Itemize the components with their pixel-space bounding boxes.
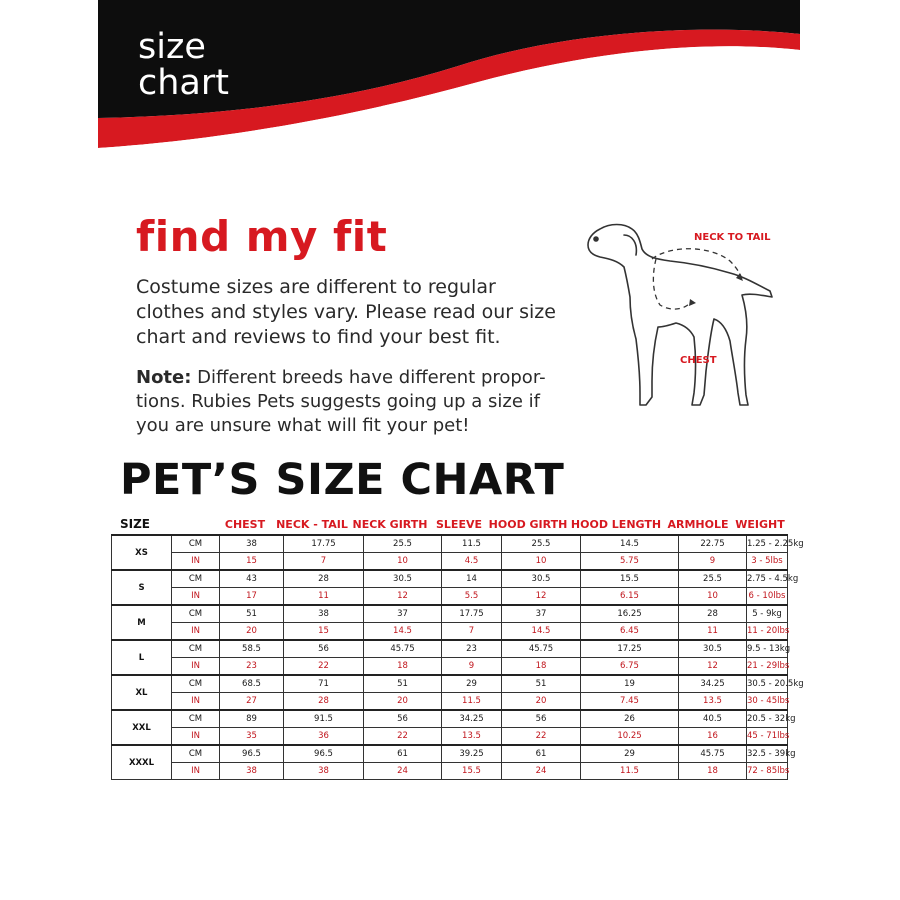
measurement-cell: 56 — [364, 710, 442, 728]
measurement-cell: 23 — [442, 640, 502, 658]
chest-label: CHEST — [680, 355, 717, 366]
size-row-cm — [112, 605, 788, 623]
measurement-cell: 29 — [442, 675, 502, 693]
size-row-cm — [112, 710, 788, 728]
measurement-cell: 45.75 — [364, 640, 442, 658]
size-label-cell: L — [112, 640, 172, 675]
measurement-cell: 18 — [502, 658, 581, 676]
banner-title-line-2: chart — [138, 63, 229, 103]
measurement-cell: 9.5 - 13kg — [747, 640, 788, 658]
measurement-cell: 9 — [679, 553, 747, 571]
measurement-cell: 11 — [679, 623, 747, 641]
measurement-cell: 51 — [364, 675, 442, 693]
measurement-cell: 15.5 — [581, 570, 679, 588]
measurement-cell: 20 — [364, 693, 442, 711]
measurement-cell: 18 — [364, 658, 442, 676]
measurement-cell: 30.5 — [502, 570, 581, 588]
measurement-cell: 35 — [220, 728, 284, 746]
header-banner — [98, 0, 800, 160]
measurement-cell: 14.5 — [502, 623, 581, 641]
unit-cell: CM — [172, 570, 220, 588]
measurement-cell: 26 — [581, 710, 679, 728]
measurement-cell: 28 — [284, 693, 364, 711]
size-chart-title: PET’S SIZE CHART — [120, 455, 565, 505]
neck-to-tail-label: NECK TO TAIL — [694, 232, 771, 243]
measurement-cell: 38 — [220, 763, 284, 780]
measurement-cell: 56 — [284, 640, 364, 658]
dog-outline-icon — [580, 215, 785, 415]
measurement-cell: 14.5 — [581, 535, 679, 553]
measurement-cell: 7.45 — [581, 693, 679, 711]
measurement-cell: 71 — [284, 675, 364, 693]
unit-cell: CM — [172, 745, 220, 763]
measurement-cell: 36 — [284, 728, 364, 746]
measurement-cell: 56 — [502, 710, 581, 728]
measurement-cell: 45.75 — [502, 640, 581, 658]
intro-line: Costume sizes are different to regular — [136, 276, 496, 298]
measurement-cell: 5.5 — [442, 588, 502, 606]
measurement-cell: 11 — [284, 588, 364, 606]
measurement-cell: 18 — [679, 763, 747, 780]
unit-cell: IN — [172, 658, 220, 676]
note-line: tions. Rubies Pets suggests going up a size if — [136, 391, 540, 412]
measurement-cell: 19 — [581, 675, 679, 693]
column-header-hood-length: HOOD LENGTH — [570, 518, 662, 531]
unit-cell: IN — [172, 553, 220, 571]
measurement-cell: 14 — [442, 570, 502, 588]
size-table-body — [112, 535, 804, 780]
measurement-cell: 20 — [220, 623, 284, 641]
measurement-cell: 27 — [220, 693, 284, 711]
unit-cell: CM — [172, 640, 220, 658]
measurement-cell: 51 — [502, 675, 581, 693]
measurement-cell: 22.75 — [679, 535, 747, 553]
measurement-cell: 72 - 85lbs — [747, 763, 788, 780]
size-row-in — [112, 693, 788, 711]
measurement-cell: 25.5 — [502, 535, 581, 553]
measurement-cell: 7 — [442, 623, 502, 641]
size-label-cell: XXXL — [112, 745, 172, 780]
size-row-in — [112, 588, 788, 606]
measurement-cell: 22 — [284, 658, 364, 676]
size-column-header: SIZE — [120, 517, 151, 531]
dog-measurement-diagram — [580, 215, 785, 415]
measurement-cell: 11.5 — [581, 763, 679, 780]
unit-cell: IN — [172, 623, 220, 641]
measurement-cell: 10 — [679, 588, 747, 606]
size-label-cell: S — [112, 570, 172, 605]
measurement-cell: 3 - 5lbs — [747, 553, 788, 571]
measurement-cell: 58.5 — [220, 640, 284, 658]
measurement-cell: 20 — [502, 693, 581, 711]
column-header-sleeve: SLEEVE — [436, 518, 482, 531]
measurement-cell: 10 — [502, 553, 581, 571]
column-header-armhole: ARMHOLE — [667, 518, 729, 531]
size-chart-sheet — [98, 0, 804, 900]
measurement-cell: 38 — [284, 763, 364, 780]
unit-cell: CM — [172, 605, 220, 623]
measurement-cell: 24 — [502, 763, 581, 780]
measurement-cell: 1.25 - 2.25kg — [747, 535, 788, 553]
column-header-neck-tail: NECK - TAIL — [276, 518, 348, 531]
size-chart-table — [111, 534, 804, 780]
measurement-cell: 43 — [220, 570, 284, 588]
measurement-cell: 61 — [502, 745, 581, 763]
measurement-cell: 22 — [364, 728, 442, 746]
measurement-cell: 17.75 — [442, 605, 502, 623]
measurement-cell: 12 — [364, 588, 442, 606]
measurement-cell: 20.5 - 32kg — [747, 710, 788, 728]
measurement-cell: 22 — [502, 728, 581, 746]
column-header-chest: CHEST — [224, 518, 266, 531]
measurement-cell: 23 — [220, 658, 284, 676]
size-row-in — [112, 658, 788, 676]
size-label-cell: XS — [112, 535, 172, 570]
size-row-in — [112, 728, 788, 746]
unit-cell: IN — [172, 763, 220, 780]
unit-cell: CM — [172, 710, 220, 728]
measurement-cell: 13.5 — [679, 693, 747, 711]
measurement-cell: 15 — [284, 623, 364, 641]
measurement-cell: 6.45 — [581, 623, 679, 641]
measurement-cell: 12 — [502, 588, 581, 606]
measurement-cell: 16.25 — [581, 605, 679, 623]
note-paragraph — [136, 366, 596, 438]
size-row-in — [112, 623, 788, 641]
unit-cell: IN — [172, 693, 220, 711]
measurement-cell: 17.25 — [581, 640, 679, 658]
measurement-cell: 2.75 - 4.5kg — [747, 570, 788, 588]
measurement-cell: 91.5 — [284, 710, 364, 728]
measurement-cell: 28 — [679, 605, 747, 623]
measurement-cell: 6 - 10lbs — [747, 588, 788, 606]
measurement-cell: 17 — [220, 588, 284, 606]
measurement-cell: 30.5 - 20.5kg — [747, 675, 788, 693]
intro-paragraph — [136, 275, 616, 350]
measurement-cell: 11.5 — [442, 535, 502, 553]
measurement-cell: 16 — [679, 728, 747, 746]
measurement-cell: 13.5 — [442, 728, 502, 746]
measurement-cell: 38 — [220, 535, 284, 553]
measurement-cell: 6.15 — [581, 588, 679, 606]
measurement-cell: 25.5 — [679, 570, 747, 588]
measurement-cell: 96.5 — [220, 745, 284, 763]
size-label-cell: M — [112, 605, 172, 640]
unit-cell: IN — [172, 728, 220, 746]
note-line — [136, 366, 596, 390]
size-label-cell: XXL — [112, 710, 172, 745]
size-label-cell: XL — [112, 675, 172, 710]
note-label: Note: — [136, 367, 192, 388]
unit-cell: CM — [172, 675, 220, 693]
measurement-cell: 24 — [364, 763, 442, 780]
measurement-cell: 51 — [220, 605, 284, 623]
intro-line: clothes and styles vary. Please read our size — [136, 301, 556, 323]
measurement-cell: 29 — [581, 745, 679, 763]
measurement-cell: 45 - 71lbs — [747, 728, 788, 746]
measurement-cell: 68.5 — [220, 675, 284, 693]
measurement-cell: 34.25 — [442, 710, 502, 728]
measurement-cell: 12 — [679, 658, 747, 676]
measurement-cell: 40.5 — [679, 710, 747, 728]
measurement-cell: 28 — [284, 570, 364, 588]
size-row-cm — [112, 640, 788, 658]
intro-line: chart and reviews to find your best fit. — [136, 326, 501, 348]
size-row-cm — [112, 535, 788, 553]
measurement-cell: 5 - 9kg — [747, 605, 788, 623]
measurement-cell: 45.75 — [679, 745, 747, 763]
size-row-cm — [112, 745, 788, 763]
measurement-cell: 14.5 — [364, 623, 442, 641]
measurement-cell: 9 — [442, 658, 502, 676]
measurement-cell: 32.5 - 39kg — [747, 745, 788, 763]
measurement-cell: 96.5 — [284, 745, 364, 763]
measurement-cell: 25.5 — [364, 535, 442, 553]
measurement-cell: 30 - 45lbs — [747, 693, 788, 711]
measurement-cell: 21 - 29lbs — [747, 658, 788, 676]
measurement-cell: 10 — [364, 553, 442, 571]
size-row-cm — [112, 675, 788, 693]
measurement-cell: 30.5 — [679, 640, 747, 658]
fit-heading: find my fit — [136, 212, 388, 261]
measurement-cell: 15 — [220, 553, 284, 571]
unit-cell: CM — [172, 535, 220, 553]
measurement-cell: 38 — [284, 605, 364, 623]
measurement-cell: 7 — [284, 553, 364, 571]
measurement-cell: 34.25 — [679, 675, 747, 693]
measurement-cell: 17.75 — [284, 535, 364, 553]
size-row-in — [112, 553, 788, 571]
measurement-cell: 37 — [364, 605, 442, 623]
measurement-cell: 15.5 — [442, 763, 502, 780]
column-header-neck-girth: NECK GIRTH — [352, 518, 428, 531]
measurement-cell: 11.5 — [442, 693, 502, 711]
size-row-cm — [112, 570, 788, 588]
measurement-cell: 6.75 — [581, 658, 679, 676]
measurement-cell: 5.75 — [581, 553, 679, 571]
measurement-cell: 89 — [220, 710, 284, 728]
size-row-in — [112, 763, 788, 780]
measurement-cell: 10.25 — [581, 728, 679, 746]
column-header-hood-girth: HOOD GIRTH — [488, 518, 568, 531]
measurement-cell: 4.5 — [442, 553, 502, 571]
measurement-cell: 30.5 — [364, 570, 442, 588]
column-header-weight: WEIGHT — [735, 518, 785, 531]
banner-title-line-1: size — [138, 27, 206, 67]
measurement-cell: 39.25 — [442, 745, 502, 763]
measurement-cell: 61 — [364, 745, 442, 763]
measurement-cell: 37 — [502, 605, 581, 623]
measurement-cell: 11 - 20lbs — [747, 623, 788, 641]
unit-cell: IN — [172, 588, 220, 606]
note-text: Different breeds have different propor- — [191, 367, 546, 388]
note-line: you are unsure what will fit your pet! — [136, 415, 470, 436]
